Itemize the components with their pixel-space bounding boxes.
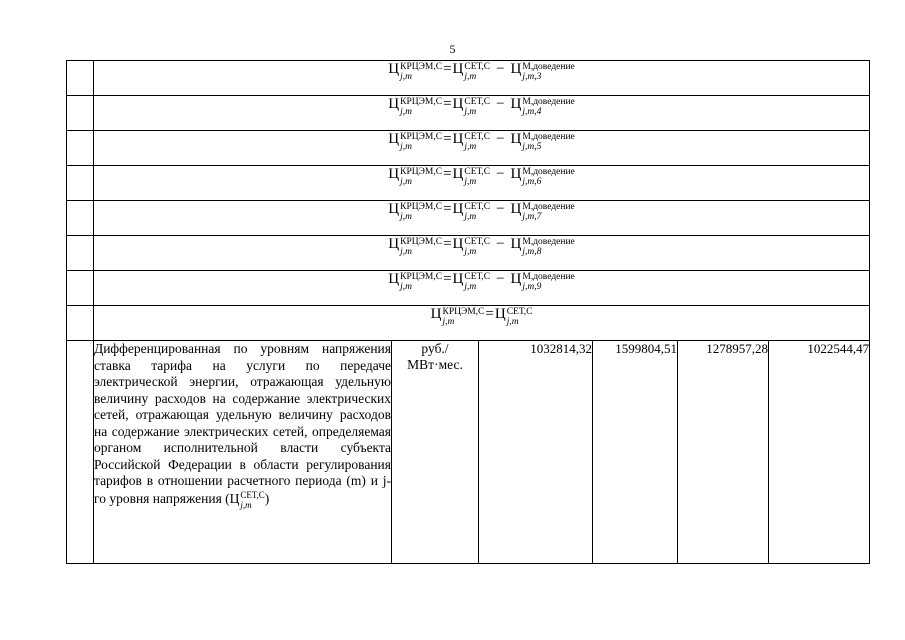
formula-eq: = [443,131,452,147]
formula-rhs1-sub: j,m [464,282,477,292]
final-formula-rhs-sub: j,m [506,317,519,327]
formula-rhs2-sup: М,доведение [522,167,575,177]
formula-rhs2-base: Ц [510,201,522,217]
left-margin-cell [67,271,94,306]
formula-cell [94,131,870,166]
final-formula-lhs-sub: j,m [442,317,455,327]
formula-cell [94,201,870,236]
formula-rhs1-sup: СЕТ,С [464,97,491,107]
formula-minus: − [496,61,505,77]
unit-line-2: МВт·мес. [407,357,463,372]
formula-lhs-sup: КРЦЭМ,С [400,167,443,177]
description-symbol-sup: СЕТ,С [240,489,265,500]
formula-rhs1-base: Ц [452,201,464,217]
final-formula-cell [94,306,870,341]
formula-lhs-sub: j,m [400,247,413,257]
final-formula-rhs-base: Ц [494,306,506,322]
formula-lhs-base: Ц [388,61,400,77]
formula-lhs-sub: j,m [400,72,413,82]
final-formula-rhs-sup: СЕТ,С [506,307,533,317]
formula-rhs2-sup: М,доведение [522,237,575,247]
unit-line-1: руб./ [421,341,449,356]
formula-cell [94,236,870,271]
formula-minus: − [496,131,505,147]
formula-rhs1-sub: j,m [464,107,477,117]
formula-cell [94,61,870,96]
formula-cell [94,96,870,131]
page-number: 5 [449,42,456,56]
formula-eq: = [443,201,452,217]
formula-lhs-sup: КРЦЭМ,С [400,237,443,247]
formula-rhs1-sup: СЕТ,С [464,272,491,282]
formula-rhs1-sub: j,m [464,177,477,187]
formula-rhs2-sub: j,m,5 [522,142,542,152]
formula-rhs2-sub: j,m,6 [522,177,542,187]
value-cell-4: 1022544,47 [769,341,870,564]
formula-eq: = [443,96,452,112]
formula-lhs-base: Ц [388,201,400,217]
formula-lhs-sup: КРЦЭМ,С [400,272,443,282]
value-cell-2: 1599804,51 [593,341,678,564]
formula-rhs1-sup: СЕТ,С [464,167,491,177]
formula-eq: = [443,166,452,182]
formula-lhs-sup: КРЦЭМ,С [400,132,443,142]
formula-rhs1-sup: СЕТ,С [464,237,491,247]
formula-rhs2-base: Ц [510,96,522,112]
left-margin-cell [67,166,94,201]
formula-row [67,96,870,131]
formula-minus: − [496,201,505,217]
formula-rhs2-base: Ц [510,131,522,147]
description-text-end: ) [264,490,270,506]
description-symbol-sub: j,m [240,499,252,510]
formula-rhs1-base: Ц [452,236,464,252]
formula-rhs1-sub: j,m [464,247,477,257]
formula-rhs2-sub: j,m,8 [522,247,542,257]
formula-cell [94,166,870,201]
formula-row [67,201,870,236]
formula-rhs1-sub: j,m [464,212,477,222]
left-margin-cell [67,96,94,131]
formula-rhs2-sub: j,m,3 [522,72,542,82]
value-cell-1: 1032814,32 [479,341,593,564]
left-margin-cell [67,61,94,96]
formula-rhs1-sub: j,m [464,142,477,152]
formula-rhs1-base: Ц [452,131,464,147]
formula-minus: − [496,236,505,252]
formula-lhs-sub: j,m [400,142,413,152]
formula-cell [94,271,870,306]
formula-rhs1-sup: СЕТ,С [464,132,491,142]
formula-rhs2-sup: М,доведение [522,62,575,72]
final-formula-lhs-sup: КРЦЭМ,С [442,307,485,317]
formula-lhs-base: Ц [388,131,400,147]
formula-lhs-base: Ц [388,166,400,182]
value-cell-3: 1278957,28 [678,341,769,564]
formula-row [67,236,870,271]
left-margin-cell [67,201,94,236]
formula-rhs1-sup: СЕТ,С [464,62,491,72]
left-margin-cell [67,306,94,341]
final-formula-eq: = [485,306,494,322]
formula-lhs-base: Ц [388,236,400,252]
formula-rhs2-base: Ц [510,271,522,287]
formula-minus: − [496,166,505,182]
formula-rhs2-sup: М,доведение [522,272,575,282]
formula-lhs-sub: j,m [400,212,413,222]
formula-rhs2-sup: М,доведение [522,132,575,142]
formula-row [67,271,870,306]
left-margin-cell [67,131,94,166]
formula-lhs-base: Ц [388,96,400,112]
formula-minus: − [496,271,505,287]
formula-eq: = [443,61,452,77]
description-symbol-base: Ц [229,490,240,506]
formula-rhs2-base: Ц [510,236,522,252]
formula-rhs2-sub: j,m,4 [522,107,542,117]
formula-rhs2-sup: М,доведение [522,202,575,212]
formula-rhs2-sup: М,доведение [522,97,575,107]
formula-row [67,166,870,201]
left-margin-cell [67,341,94,564]
formula-rhs1-sub: j,m [464,72,477,82]
final-formula-lhs-base: Ц [430,306,442,322]
formula-eq: = [443,271,452,287]
formula-rhs2-sub: j,m,9 [522,282,542,292]
formula-rhs1-base: Ц [452,166,464,182]
formula-lhs-base: Ц [388,271,400,287]
description-cell [94,341,392,564]
description-text: Дифференцированная по уровням напряжения ставка тарифа на услуги по передаче электрической энергии, отражающая удельную величину расходов на содержание электрических сетей, отражающая удельную величину расходов на содержание электрических сетей, определяемая органом исполнительной власти субъекта Российской Федерации в области регулирования тарифов в отношении расчетного периода (m) и j-го уровня напряжения ( [94,341,391,506]
formula-rhs2-sub: j,m,7 [522,212,542,222]
formula-rhs1-base: Ц [452,61,464,77]
formula-lhs-sup: КРЦЭМ,С [400,62,443,72]
formula-rhs2-base: Ц [510,166,522,182]
left-margin-cell [67,236,94,271]
formula-rhs1-base: Ц [452,271,464,287]
formula-lhs-sub: j,m [400,107,413,117]
formula-rhs2-base: Ц [510,61,522,77]
description-symbol [229,489,265,510]
tariff-table [66,60,870,564]
final-formula-row [67,306,870,341]
formula-eq: = [443,236,452,252]
formula-row [67,131,870,166]
formula-rhs1-base: Ц [452,96,464,112]
formula-minus: − [496,96,505,112]
formula-lhs-sup: КРЦЭМ,С [400,97,443,107]
formula-row [67,61,870,96]
formula-lhs-sup: КРЦЭМ,С [400,202,443,212]
formula-lhs-sub: j,m [400,282,413,292]
formula-lhs-sub: j,m [400,177,413,187]
data-row [67,341,870,564]
formula-rhs1-sup: СЕТ,С [464,202,491,212]
unit-cell [392,341,479,564]
